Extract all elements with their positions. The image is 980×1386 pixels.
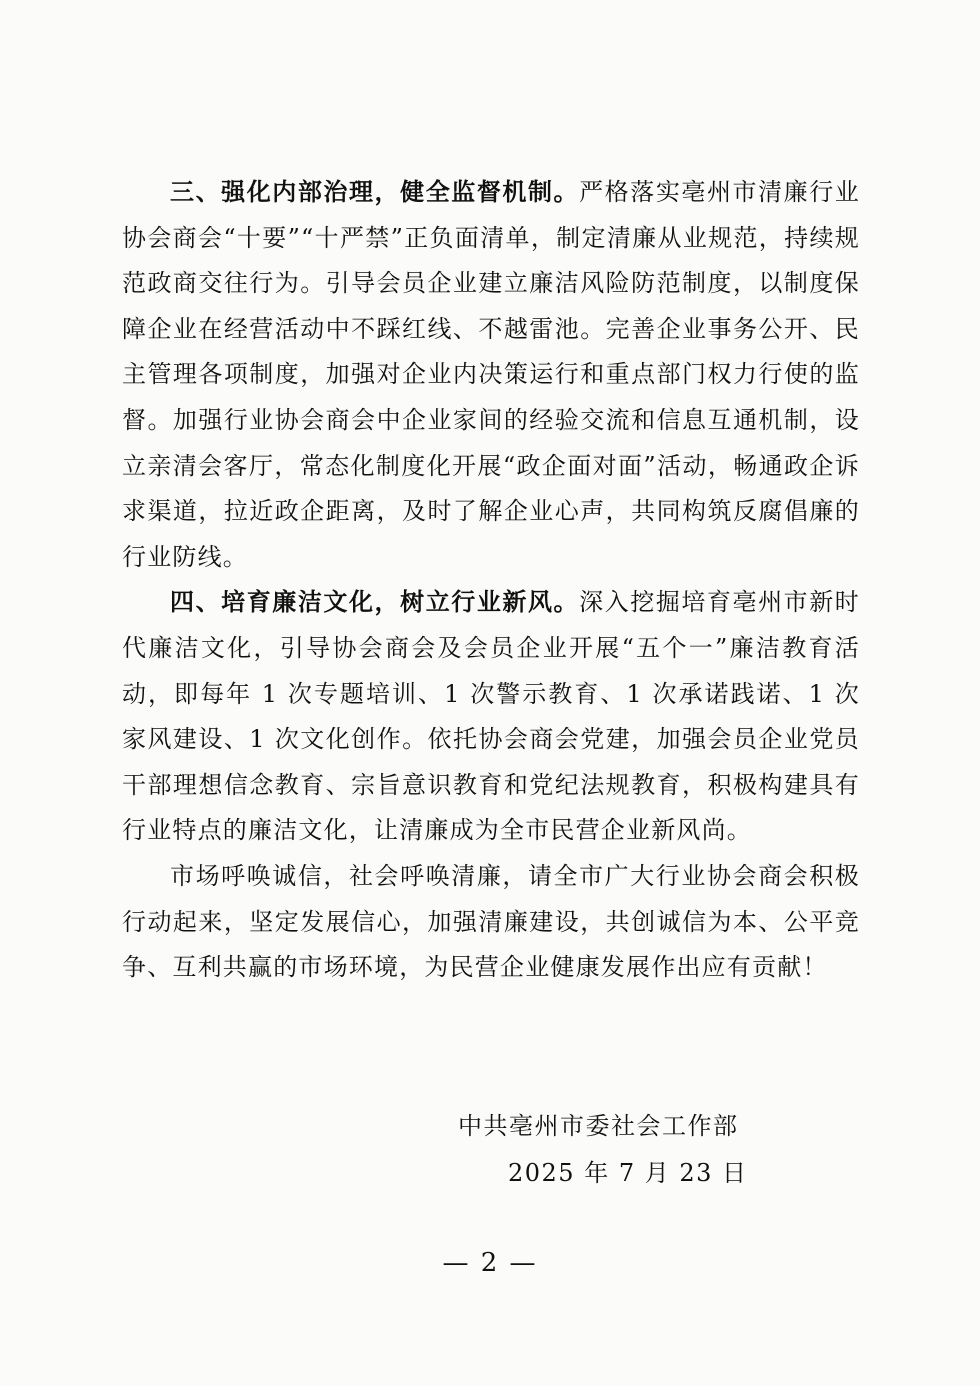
section-3-body: 严格落实亳州市清廉行业协会商会“十要”“十严禁”正负面清单，制定清廉从业规范，持续规范政商交往行为。引导会员企业建立廉洁风险防范制度，以制度保障企业在经营活动中不踩红线、不越雷池。完善企业事务公开、民主管理各项制度，加强对企业内决策运行和重点部门权力行使的监督。加强行业协会商会中企业家间的经验交流和信息互通机制，设立亲清会客厅，常态化制度化开展“政企面对面”活动，畅通政企诉求渠道，拉近政企距离，及时了解企业心声，共同构筑反腐倡廉的行业防线。 bbox=[122, 178, 860, 571]
closing-paragraph: 市场呼唤诚信，社会呼唤清廉，请全市广大行业协会商会积极行动起来，坚定发展信心，加强清廉建设，共创诚信为本、公平竞争、互利共赢的市场环境，为民营企业健康发展作出应有贡献！ bbox=[122, 861, 860, 982]
section-3-paragraph bbox=[122, 170, 860, 580]
page-number: — 2 — bbox=[442, 1248, 538, 1278]
signature-organization: 中共亳州市委社会工作部 bbox=[458, 1112, 739, 1140]
section-4-heading: 四、培育廉洁文化，树立行业新风。 bbox=[170, 588, 580, 617]
section-4-paragraph bbox=[122, 580, 860, 854]
document-body bbox=[122, 170, 860, 991]
signature-date: 2025 年 7 月 23 日 bbox=[508, 1159, 748, 1187]
section-4-body: 深入挖掘培育亳州市新时代廉洁文化，引导协会商会及会员企业开展“五个一”廉洁教育活动，即每年 1 次专题培训、1 次警示教育、1 次承诺践诺、1 次家风建设、1 次文化创作。依托协会商会党建，加强会员企业党员干部理想信念教育、宗旨意识教育和党纪法规教育，积极构建具有行业特点的廉洁文化，让清廉成为全市民营企业新风尚。 bbox=[122, 588, 860, 845]
section-3-heading: 三、强化内部治理，健全监督机制。 bbox=[170, 178, 580, 206]
